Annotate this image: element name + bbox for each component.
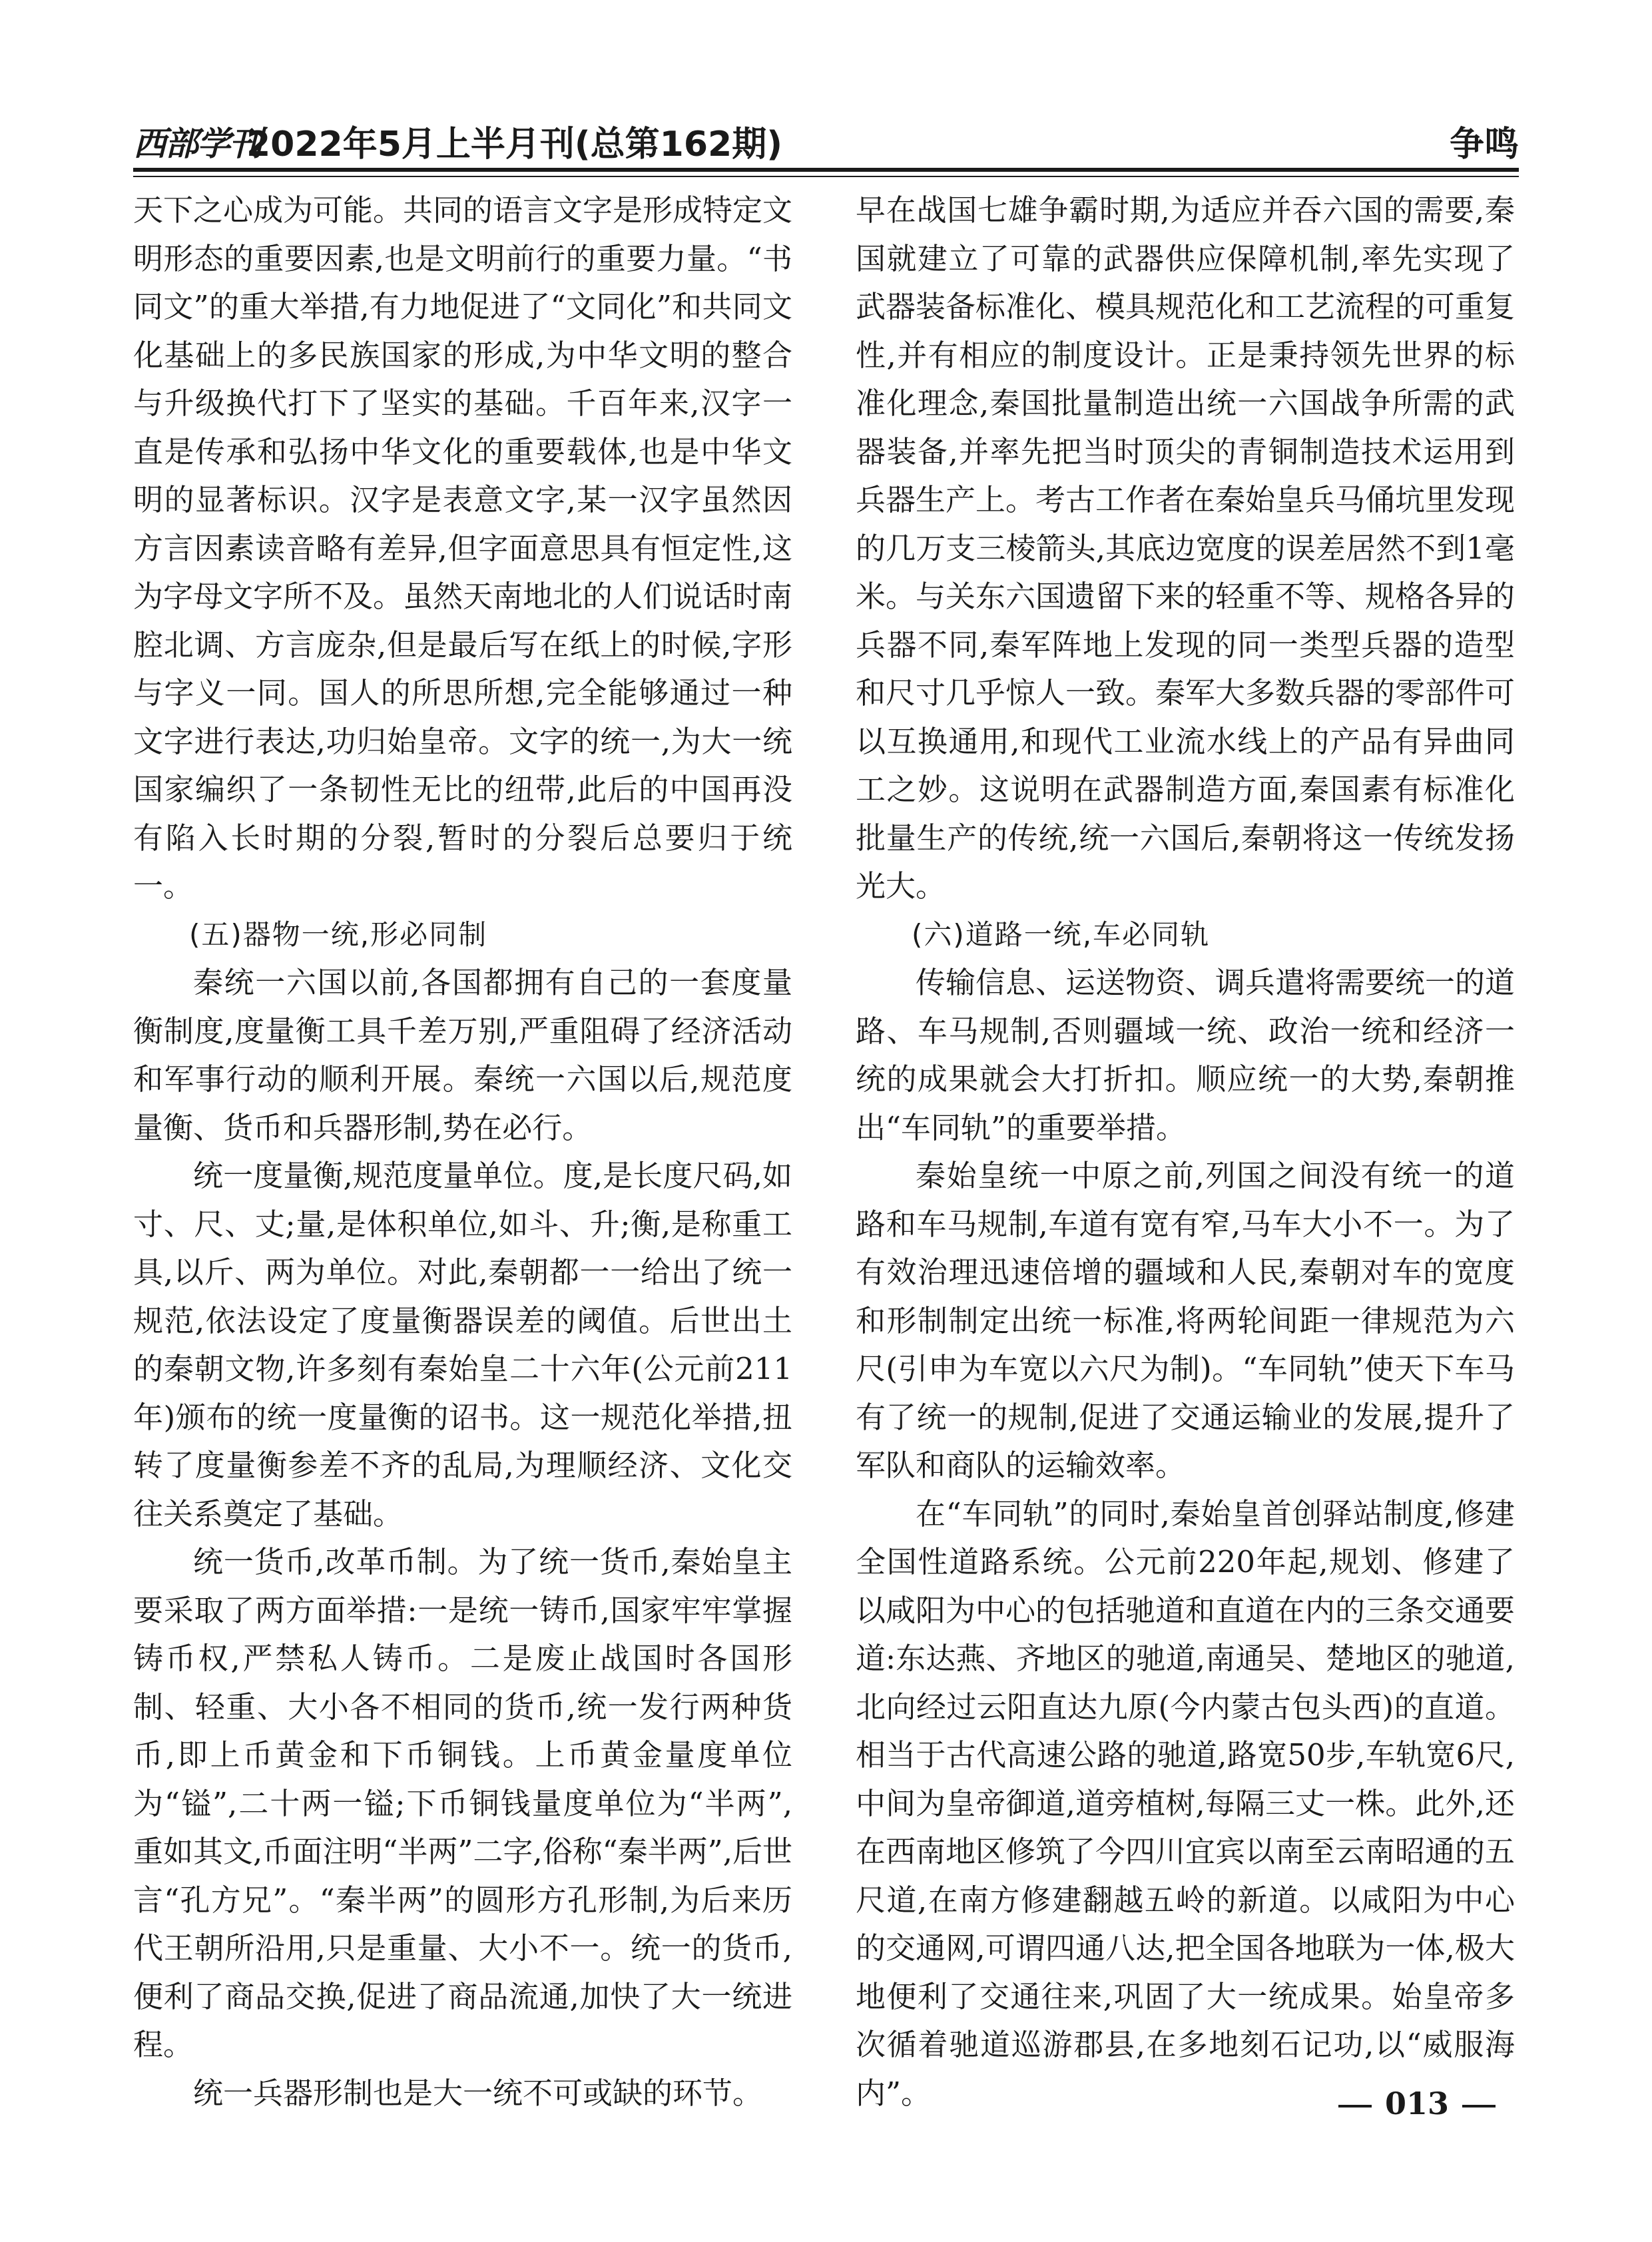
paragraph-continued: 天下之心成为可能。共同的语言文字是形成特定文明形态的重要因素,也是文明前行的重要力量。“书同文”的重大举措,有力地促进了“文同化”和共同文化基础上的多民族国家的形成,为中华文明的整合与升级换代打下了坚实的基础。千百年来,汉字一直是传承和弘扬中华文化的重要载体,也是中华文明的显著标识。汉字是表意文字,某一汉字虽然因方言因素读音略有差异,但字面意思具有恒定性,这为字母文字所不及。虽然天南地北的人们说话时南腔北调、方言庞杂,但是最后写在纸上的时候,字形与字义一同。国人的所思所想,完全能够通过一种文字进行表达,功归始皇帝。文字的统一,为大一统国家编织了一条韧性无比的纽带,此后的中国再没有陷入长时期的分裂,暂时的分裂后总要归于统一。 [133, 192, 793, 904]
journal-logo: 西部学刊 [133, 124, 261, 163]
section-heading-5: (五)器物一统,形必同制 [189, 918, 488, 951]
page-header [133, 112, 1519, 165]
section-name: 争鸣 [1449, 125, 1519, 164]
paragraph: 统一度量衡,规范度量单位。度,是长度尺码,如寸、尺、丈;量,是体积单位,如斗、升;衡,是称重工具,以斤、两为单位。对此,秦朝都一一给出了统一规范,依法设定了度量衡器误差的阈值。后世出土的秦朝文物,许多刻有秦始皇二十六年(公元前211年)颁布的统一度量衡的诏书。这一规范化举措,扭转了度量衡参差不齐的乱局,为理顺经济、文化交往关系奠定了基础。 [133, 1158, 792, 1532]
paragraph-continued: 早在战国七雄争霸时期,为适应并吞六国的需要,秦国就建立了可靠的武器供应保障机制,率先实现了武器装备标准化、模具规范化和工艺流程的可重复性,并有相应的制度设计。正是秉持领先世界的标准化理念,秦国批量制造出统一六国战争所需的武器装备,并率先把当时顶尖的青铜制造技术运用到兵器生产上。考古工作者在秦始皇兵马俑坑里发现的几万支三棱箭头,其底边宽度的误差居然不到1毫米。与关东六国遗留下来的轻重不等、规格各异的兵器不同,秦军阵地上发现的同一类型兵器的造型和尺寸几乎惊人一致。秦军大多数兵器的零部件可以互换通用,和现代工业流水线上的产品有异曲同工之妙。这说明在武器制造方面,秦国素有标准化批量生产的传统,统一六国后,秦朝将这一传统发扬光大。 [856, 192, 1515, 904]
footer-dash-left [1338, 2105, 1372, 2107]
paragraph: 在“车同轨”的同时,秦始皇首创驿站制度,修建全国性道路系统。公元前220年起,规划、修建了以咸阳为中心的包括驰道和直道在内的三条交通要道:东达燕、齐地区的驰道,南通吴、楚地区的驰道,北向经过云阳直达九原(今内蒙古包头西)的直道。相当于古代高速公路的驰道,路宽50步,车轨宽6尺,中间为皇帝御道,道旁植树,每隔三丈一株。此外,还在西南地区修筑了今四川宜宾以南至云南昭通的五尺道,在南方修建翻越五岭的新道。以咸阳为中心的交通网,可谓四通八达,把全国各地联为一体,极大地便利了交通往来,巩固了大一统成果。始皇帝多次循着驰道巡游郡县,在多地刻石记功,以“威服海内”。 [856, 1496, 1515, 2111]
right-column [856, 186, 1515, 2117]
issue-info: 2022年5月上半月刊(总第162期) [246, 125, 782, 164]
page-footer [1325, 2086, 1525, 2125]
left-column [133, 186, 792, 2117]
paragraph: 统一兵器形制也是大一统不可或缺的环节。 [193, 2075, 763, 2111]
paragraph: 秦始皇统一中原之前,列国之间没有统一的道路和车马规制,车道有宽有窄,马车大小不一。为了有效治理迅速倍增的疆域和人民,秦朝对车的宽度和形制制定出统一标准,将两轮间距一律规范为六尺(引申为车宽以六尺为制)。“车同轨”使天下车马有了统一的规制,促进了交通运输业的发展,提升了军队和商队的运输效率。 [856, 1158, 1515, 1483]
page-number: 013 [1385, 2086, 1450, 2121]
header-rule-thin [133, 176, 1519, 177]
paragraph: 秦统一六国以前,各国都拥有自己的一套度量衡制度,度量衡工具千差万别,严重阻碍了经济活动和军事行动的顺利开展。秦统一六国以后,规范度量衡、货币和兵器形制,势在必行。 [133, 965, 792, 1145]
paragraph: 传输信息、运送物资、调兵遣将需要统一的道路、车马规制,否则疆域一统、政治一统和经济一统的成果就会大打折扣。顺应统一的大势,秦朝推出“车同轨”的重要举措。 [856, 965, 1515, 1145]
section-heading-6: (六)道路一统,车必同轨 [912, 918, 1211, 951]
header-rule [133, 168, 1519, 172]
paragraph: 统一货币,改革币制。为了统一货币,秦始皇主要采取了两方面举措:一是统一铸币,国家牢牢掌握铸币权,严禁私人铸币。二是废止战国时各国形制、轻重、大小各不相同的货币,统一发行两种货币,即上币黄金和下币铜钱。上币黄金量度单位为“镒”,二十两一镒;下币铜钱量度单位为“半两”,重如其文,币面注明“半两”二字,俗称“秦半两”,后世言“孔方兄”。“秦半两”的圆形方孔形制,为后来历代王朝所沿用,只是重量、大小不一。统一的货币,便利了商品交换,促进了商品流通,加快了大一统进程。 [133, 1544, 792, 2062]
footer-dash-right [1462, 2105, 1496, 2107]
